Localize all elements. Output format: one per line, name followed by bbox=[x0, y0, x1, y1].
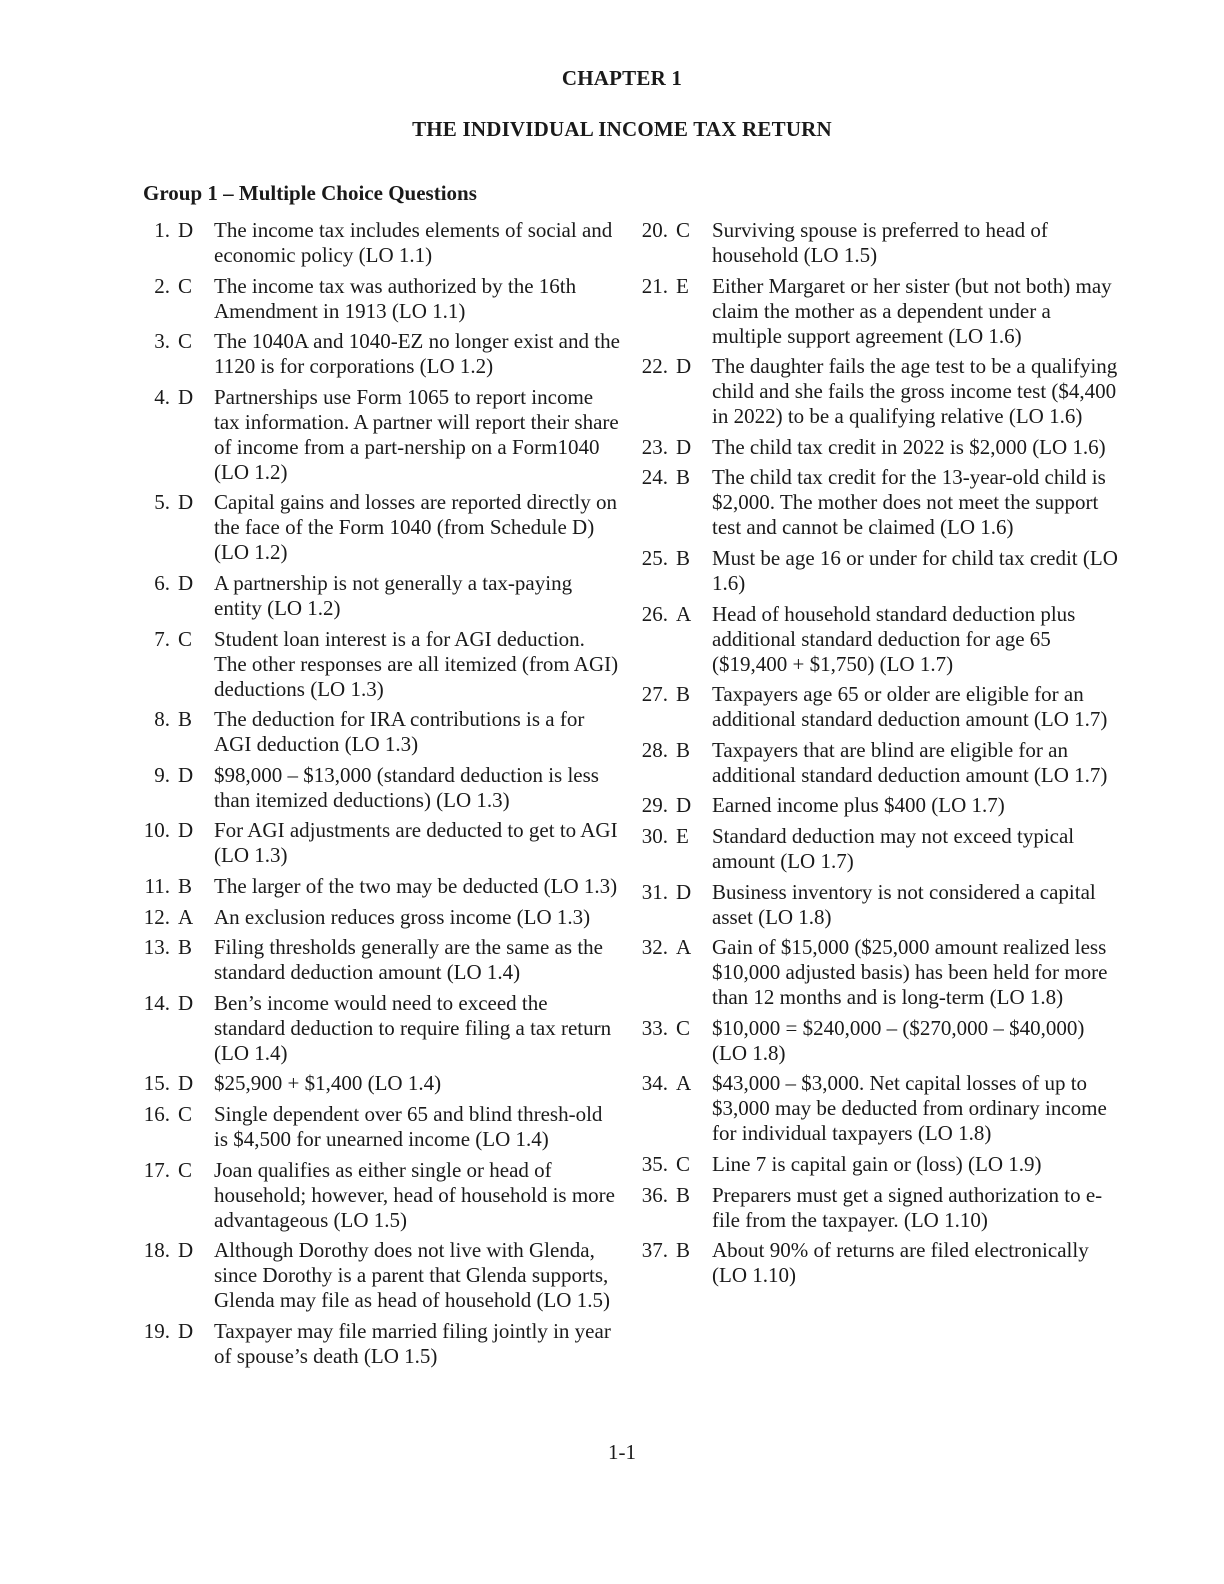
question-number: 37. bbox=[641, 1238, 668, 1263]
question-answer-item bbox=[638, 218, 1118, 268]
question-answer-item bbox=[638, 738, 1118, 788]
answer-explanation: Ben’s income would need to exceed the standard deduction to require filing a tax return (LO 1.4) bbox=[214, 990, 612, 1065]
question-number: 6. bbox=[154, 570, 170, 595]
question-number: 35. bbox=[641, 1151, 668, 1176]
question-answer-item bbox=[638, 935, 1118, 1010]
answer-explanation: The deduction for IRA contributions is a for AGI deduction (LO 1.3) bbox=[214, 707, 585, 757]
answer-explanation: The child tax credit for the 13-year-old child is $2,000. The mother does not meet the support test and cannot be claimed (LO 1.6) bbox=[712, 465, 1106, 540]
question-number: 20. bbox=[641, 218, 668, 242]
answer-letter: A bbox=[178, 904, 194, 929]
question-number: 18. bbox=[143, 1238, 170, 1263]
question-answer-item bbox=[140, 707, 620, 757]
answer-letter: D bbox=[178, 490, 194, 515]
question-number: 30. bbox=[641, 823, 668, 848]
question-number: 13. bbox=[143, 935, 170, 960]
section-heading: Group 1 – Multiple Choice Questions bbox=[143, 181, 477, 205]
answer-letter: C bbox=[676, 1151, 691, 1176]
question-number: 32. bbox=[641, 935, 668, 960]
question-answer-item bbox=[638, 1183, 1118, 1233]
question-number: 1. bbox=[154, 218, 170, 242]
question-answer-item bbox=[638, 1238, 1118, 1288]
answer-letter: D bbox=[676, 434, 692, 459]
question-number: 28. bbox=[641, 737, 668, 762]
answer-explanation: Earned income plus $400 (LO 1.7) bbox=[712, 793, 1005, 818]
question-number: 24. bbox=[641, 465, 668, 490]
answer-explanation: Capital gains and losses are reported directly on the face of the Form 1040 (from Schedule D) (LO 1.2) bbox=[214, 490, 617, 565]
answer-explanation: For AGI adjustments are deducted to get to AGI (LO 1.3) bbox=[214, 818, 618, 868]
answer-explanation: Student loan interest is a for AGI deduction. The other responses are all itemized (from AGI) deductions (LO 1.3) bbox=[214, 626, 619, 701]
question-number: 3. bbox=[154, 329, 170, 354]
question-number: 14. bbox=[143, 990, 170, 1015]
answer-letter: C bbox=[178, 1157, 193, 1182]
answer-letter: D bbox=[676, 793, 692, 818]
answer-explanation: Gain of $15,000 ($25,000 amount realized less $10,000 adjusted basis) has been held for more than 12 months and is long-term (LO 1.8) bbox=[712, 935, 1108, 1010]
answer-explanation: The 1040A and 1040-EZ no longer exist and the 1120 is for corporations (LO 1.2) bbox=[214, 329, 620, 379]
question-answer-item bbox=[140, 1319, 620, 1369]
answer-explanation: $43,000 – $3,000. Net capital losses of up to $3,000 may be deducted from ordinary income for individual taxpayers (LO 1.8) bbox=[712, 1071, 1107, 1146]
question-number: 34. bbox=[641, 1071, 668, 1096]
question-answer-item bbox=[140, 1158, 620, 1233]
answer-letter: B bbox=[676, 465, 691, 490]
question-answer-item bbox=[140, 935, 620, 985]
left-answer-column bbox=[140, 218, 620, 1374]
question-number: 23. bbox=[641, 434, 668, 459]
chapter-label: CHAPTER 1 bbox=[561, 66, 683, 90]
question-number: 25. bbox=[641, 545, 668, 570]
answer-explanation: Preparers must get a signed authorization to e-file from the taxpayer. (LO 1.10) bbox=[712, 1182, 1103, 1232]
answer-letter: C bbox=[676, 218, 691, 242]
question-answer-item bbox=[140, 329, 620, 379]
question-answer-item bbox=[638, 274, 1118, 349]
answer-letter: B bbox=[676, 1238, 691, 1263]
answer-letter: B bbox=[178, 873, 193, 898]
question-answer-item bbox=[140, 218, 620, 268]
answer-explanation: Must be age 16 or under for child tax credit (LO 1.6) bbox=[712, 545, 1118, 595]
question-number: 11. bbox=[144, 873, 170, 898]
question-number: 5. bbox=[154, 490, 170, 515]
answer-explanation: Standard deduction may not exceed typical amount (LO 1.7) bbox=[712, 823, 1075, 873]
question-answer-item bbox=[140, 571, 620, 621]
question-number: 29. bbox=[641, 793, 668, 818]
question-number: 21. bbox=[641, 273, 668, 298]
answer-letter: B bbox=[676, 1182, 691, 1207]
answer-letter: D bbox=[676, 879, 692, 904]
question-answer-item bbox=[140, 874, 620, 899]
answer-letter: B bbox=[676, 682, 691, 707]
answer-explanation: Taxpayer may file married filing jointly in year of spouse’s death (LO 1.5) bbox=[214, 1318, 611, 1368]
question-answer-item bbox=[638, 354, 1118, 429]
question-answer-item bbox=[638, 465, 1118, 540]
answer-explanation: Either Margaret or her sister (but not both) may claim the mother as a dependent under a multiple support agreement (LO 1.6) bbox=[712, 273, 1112, 348]
question-number: 2. bbox=[154, 273, 170, 298]
answer-explanation: The income tax includes elements of social and economic policy (LO 1.1) bbox=[214, 218, 613, 267]
question-number: 9. bbox=[154, 762, 170, 787]
question-number: 27. bbox=[641, 682, 668, 707]
question-answer-item bbox=[638, 546, 1118, 596]
question-number: 8. bbox=[154, 707, 170, 732]
answer-letter: D bbox=[676, 354, 692, 379]
question-answer-item bbox=[638, 880, 1118, 930]
answer-explanation: Line 7 is capital gain or (loss) (LO 1.9) bbox=[712, 1151, 1042, 1176]
question-number: 31. bbox=[641, 879, 668, 904]
answer-explanation: Head of household standard deduction plus additional standard deduction for age 65 ($19,400 + $1,750) (LO 1.7) bbox=[712, 601, 1076, 676]
answer-explanation: An exclusion reduces gross income (LO 1.3) bbox=[214, 904, 591, 929]
question-number: 33. bbox=[641, 1015, 668, 1040]
answer-explanation: $98,000 – $13,000 (standard deduction is less than itemized deductions) (LO 1.3) bbox=[214, 762, 599, 812]
answer-letter: C bbox=[178, 626, 193, 651]
question-number: 15. bbox=[143, 1071, 170, 1096]
question-number: 16. bbox=[143, 1101, 170, 1126]
answer-explanation: A partnership is not generally a tax-paying entity (LO 1.2) bbox=[214, 570, 573, 620]
question-number: 4. bbox=[154, 384, 170, 409]
question-answer-item bbox=[638, 435, 1118, 460]
answer-explanation: Taxpayers age 65 or older are eligible for an additional standard deduction amount (LO 1.7) bbox=[712, 682, 1108, 732]
answer-letter: D bbox=[178, 1071, 194, 1096]
question-answer-item bbox=[638, 1152, 1118, 1177]
answer-letter: D bbox=[178, 1238, 194, 1263]
answer-letter: D bbox=[178, 762, 194, 787]
question-answer-item bbox=[140, 490, 620, 565]
question-answer-item bbox=[140, 385, 620, 485]
question-number: 26. bbox=[641, 601, 668, 626]
answer-letter: C bbox=[178, 1101, 193, 1126]
answer-explanation: The income tax was authorized by the 16th Amendment in 1913 (LO 1.1) bbox=[214, 273, 577, 323]
answer-explanation: Joan qualifies as either single or head of household; however, head of household is more advantageous (LO 1.5) bbox=[214, 1157, 615, 1232]
answer-explanation: $10,000 = $240,000 – ($270,000 – $40,000) (LO 1.8) bbox=[712, 1015, 1085, 1065]
question-number: 10. bbox=[143, 818, 170, 843]
question-answer-item bbox=[140, 1238, 620, 1313]
answer-explanation: Filing thresholds generally are the same as the standard deduction amount (LO 1.4) bbox=[214, 935, 603, 985]
question-answer-item bbox=[638, 824, 1118, 874]
answer-explanation: The larger of the two may be deducted (LO 1.3) bbox=[214, 873, 618, 898]
answer-letter: E bbox=[676, 823, 689, 848]
answer-letter: D bbox=[178, 218, 194, 242]
question-answer-item bbox=[638, 1071, 1118, 1146]
answer-letter: E bbox=[676, 273, 689, 298]
answer-explanation: $25,900 + $1,400 (LO 1.4) bbox=[214, 1071, 442, 1096]
question-answer-item bbox=[638, 793, 1118, 818]
question-answer-item bbox=[140, 627, 620, 702]
question-answer-item bbox=[140, 274, 620, 324]
page-number: 1-1 bbox=[608, 1440, 636, 1464]
question-answer-item bbox=[140, 1102, 620, 1152]
question-number: 7. bbox=[154, 626, 170, 651]
answer-explanation: Surviving spouse is preferred to head of household (LO 1.5) bbox=[712, 218, 1048, 267]
question-answer-item bbox=[140, 818, 620, 868]
answer-letter: D bbox=[178, 384, 194, 409]
answer-explanation: Taxpayers that are blind are eligible for an additional standard deduction amount (LO 1.7) bbox=[712, 737, 1108, 787]
answer-letter: C bbox=[178, 273, 193, 298]
question-answer-item bbox=[638, 602, 1118, 677]
question-number: 22. bbox=[641, 354, 668, 379]
question-number: 19. bbox=[143, 1318, 170, 1343]
answer-letter: C bbox=[178, 329, 193, 354]
answer-letter: C bbox=[676, 1015, 691, 1040]
answer-letter: A bbox=[676, 935, 692, 960]
answer-letter: D bbox=[178, 1318, 194, 1343]
question-number: 12. bbox=[143, 904, 170, 929]
question-answer-item bbox=[638, 1016, 1118, 1066]
answer-explanation: The child tax credit in 2022 is $2,000 (LO 1.6) bbox=[712, 434, 1106, 459]
right-answer-column bbox=[638, 218, 1118, 1294]
answer-letter: B bbox=[676, 545, 691, 570]
question-answer-item bbox=[140, 991, 620, 1066]
answer-letter: B bbox=[178, 935, 193, 960]
answer-letter: D bbox=[178, 818, 194, 843]
question-number: 36. bbox=[641, 1182, 668, 1207]
answer-letter: B bbox=[178, 707, 193, 732]
answer-explanation: Business inventory is not considered a capital asset (LO 1.8) bbox=[712, 879, 1096, 929]
question-answer-item bbox=[140, 763, 620, 813]
answer-explanation: Single dependent over 65 and blind thresh-old is $4,500 for unearned income (LO 1.4) bbox=[214, 1101, 603, 1151]
answer-letter: D bbox=[178, 990, 194, 1015]
question-answer-item bbox=[140, 1071, 620, 1096]
answer-explanation: The daughter fails the age test to be a qualifying child and she fails the gross income test ($4,400 in 2022) to be a qualifying relative (LO 1.6) bbox=[712, 354, 1118, 429]
answer-letter: A bbox=[676, 1071, 692, 1096]
answer-letter: D bbox=[178, 570, 194, 595]
question-number: 17. bbox=[143, 1157, 170, 1182]
question-answer-item bbox=[140, 905, 620, 930]
answer-explanation: About 90% of returns are filed electronically (LO 1.10) bbox=[712, 1238, 1089, 1288]
chapter-title: THE INDIVIDUAL INCOME TAX RETURN bbox=[412, 117, 832, 141]
answer-letter: B bbox=[676, 737, 691, 762]
answer-explanation: Partnerships use Form 1065 to report income tax information. A partner will report their share of income from a part-nership on a Form1040 (LO 1.2) bbox=[214, 384, 619, 484]
answer-letter: A bbox=[676, 601, 692, 626]
question-answer-item bbox=[638, 682, 1118, 732]
answer-explanation: Although Dorothy does not live with Glenda, since Dorothy is a parent that Glenda supports, Glenda may file as head of household (LO 1.5) bbox=[214, 1238, 610, 1313]
